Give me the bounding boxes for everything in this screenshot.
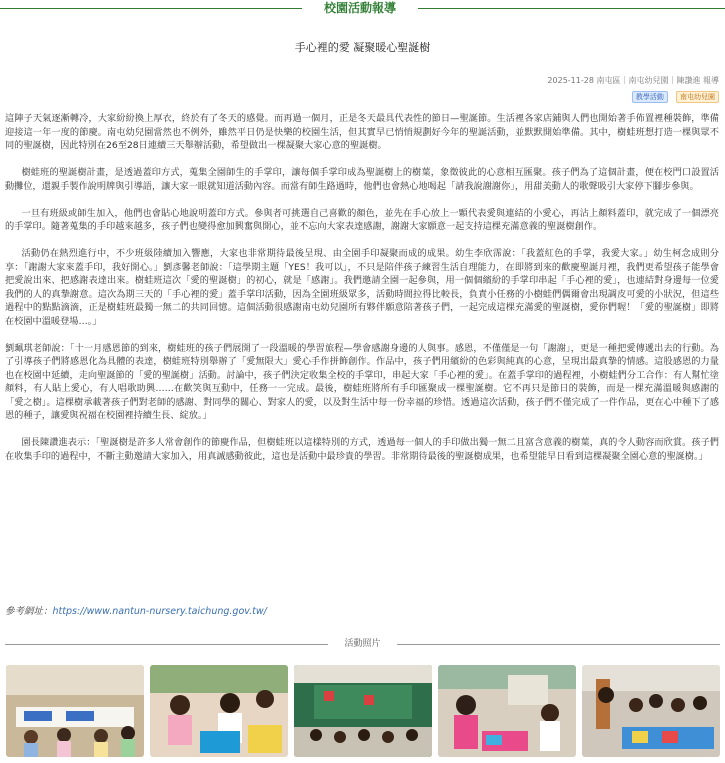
photo-image: [582, 665, 720, 757]
article-title: 手心裡的愛 凝聚暖心聖誕樹: [294, 41, 431, 54]
photo-image: [294, 665, 432, 757]
article-meta: 2025-11-28 南屯區｜南屯幼兒園｜陳讚進 報導: [547, 76, 719, 85]
section-header: [0, 0, 725, 16]
divider-left: [0, 8, 302, 9]
photo-section-title: 活動照片: [344, 639, 381, 649]
photo-thumbnail-5[interactable]: [582, 665, 720, 757]
photo-image: [150, 665, 288, 757]
photo-gallery: [6, 665, 720, 757]
article-body: [5, 112, 719, 477]
divider-right: [418, 8, 725, 9]
section-title: 校園活動報導: [323, 1, 396, 15]
photo-image: [6, 665, 144, 757]
photo-thumbnail-2[interactable]: [150, 665, 288, 757]
tag-list: [629, 91, 719, 103]
reference-label: 參考網址：: [5, 606, 53, 617]
paragraph: 活動仍在熱烈進行中，不少班級陸續加入響應，大家也非常期待最後呈現、由全園手印凝聚而成的成果。幼生李欣霈說：「我蓋紅色的手掌，我愛大家。」幼生柯念成則分享：「謝謝大家來蓋手印，我好開心。」劉彥馨老師說：「這學期主題「YES！我可以」，不只是陪伴孩子練習生活自理能力，在即將到來的歡慶聖誕月裡，我們更希望孩子能學會把愛說出來、把感謝表達出來。樹蛙班這次「愛的聖誕樹」的初心，就是「感謝」。我們邀請全園一起參與，用一個個繽紛的手掌印串起「手心裡的愛」，也連結對身邊每一位愛我們的人的真摯謝意。這次為期三天的「手心裡的愛」蓋手掌印活動，因為全園班級眾多，活動時間拉得比較長，負責小任務的小樹蛙們偶爾會出現調皮可愛的小狀況，但這些過程中的點點滴滴，正是樹蛙班最獨一無二的共同回憶。這個活動很感謝南屯幼兒園所有夥伴願意陪著孩子們，一起完成這棵充滿愛的聖誕樹，愛你們喔！「愛的聖誕樹」即將在校園中溫暖登場…。」: [5, 248, 719, 327]
photo-thumbnail-1[interactable]: [6, 665, 144, 757]
tag-teaching-activity[interactable]: 教學活動: [632, 91, 668, 103]
photo-section-header: [0, 636, 725, 652]
paragraph: 樹蛙班的聖誕樹計畫，是透過蓋印方式，蒐集全園師生的手掌印，讓每個手掌印成為聖誕樹上的樹葉，象徵彼此的心意相互匯聚。孩子們為了這個計畫，便在校門口設置活動攤位，還親手製作說明牌與引導語，讓大家一眼就知道活動內容。而當有師生路過時，他們也會熱心地喝起「請我說謝謝你」，用甜美動人的歌聲吸引大家停下腳步參與。: [5, 167, 719, 192]
photo-image: [438, 665, 576, 757]
photo-thumbnail-3[interactable]: [294, 665, 432, 757]
reference: [5, 605, 267, 619]
paragraph: 劉珮琪老師說：「十一月感恩節的到來，樹蛙班的孩子們展開了一段溫暖的學習旅程—學會感謝身邊的人與事。感恩，不僅僅是一句「謝謝」，更是一種把愛傳遞出去的行動。為了引導孩子們將感恩化為具體的表達，樹蛙班特別舉辦了「愛無限大」愛心手作拼飾創作。作品中，孩子們用繽紛的色彩與純真的心意，呈現出最真摯的情感。這股感恩的力量也在校園中延續，走向聖誕節的「愛的聖誕樹」活動。討論中，孩子們決定收集全校的手掌印，串起大家「手心裡的愛」。在蓋手掌印的過程裡，小樹蛙們分工合作：有人幫忙塗顏料，有人貼上愛心，有人唱歌助興……在歡笑與互動中，任務一一完成。最後，樹蛙班將所有手印匯聚成一棵聖誕樹。它不再只是節日的裝飾，而是一棵充滿溫暖與感謝的「愛之樹」。這棵樹承載著孩子們對老師的感謝、對同學的關心、對家人的愛，以及對生活中每一份幸福的珍惜。透過這次活動，孩子們不僅完成了一件作品，更在心中種下了感恩的種子，讓愛與祝福在校園裡持續生長、綻放。」: [5, 342, 719, 421]
paragraph: 一旦有班級或師生加入，他們也會貼心地說明蓋印方式。參與者可挑選自己喜歡的顏色，並先在手心放上一顆代表愛與連結的小愛心，再沾上顏料蓋印，就完成了一個漂亮的手掌印。隨著蒐集的手印越來越多，孩子們也變得愈加興奮與開心，並不忘向大家表達感謝，謝謝大家願意一起支持這棵充滿意義的聖誕樹創作。: [5, 207, 719, 232]
paragraph: 園長陳讚進表示：「聖誕樹是許多人常會創作的節慶作品，但樹蛙班以這樣特別的方式，透過每一個人的手印做出獨一無二且富含意義的樹葉，真的令人動容而欣賞。孩子們在收集手印的過程中，不斷主動邀請大家加入，用真誠感動彼此，這也是活動中最珍貴的學習。非常期待最後的聖誕樹成果，也希望能早日看到這棵凝聚全園心意的聖誕樹。」: [5, 437, 719, 462]
divider-left: [5, 644, 328, 645]
photo-thumbnail-4[interactable]: [438, 665, 576, 757]
tag-school[interactable]: 南屯幼兒園: [676, 91, 719, 103]
reference-link[interactable]: https://www.nantun-nursery.taichung.gov.tw/: [52, 606, 267, 617]
divider-right: [397, 644, 720, 645]
paragraph: 這陣子天氣逐漸轉冷，大家紛紛換上厚衣，終於有了冬天的感覺。而再過一個月，正是冬天最具代表性的節日—聖誕節。生活裡各家店鋪與人們也開始著手佈置裡種裝飾，準備迎接這一年一度的節慶。南屯幼兒園當然也不例外，雖然平日仍是快樂的校園生活，但其實早已悄悄規劃好今年的聖誕活動，並默默開始準備。其中，樹蛙班想打造一棵與眾不同的聖誕樹，因此特別在26至28日連續三天舉辦活動，希望做出一棵凝聚大家心意的聖誕樹。: [5, 113, 719, 151]
